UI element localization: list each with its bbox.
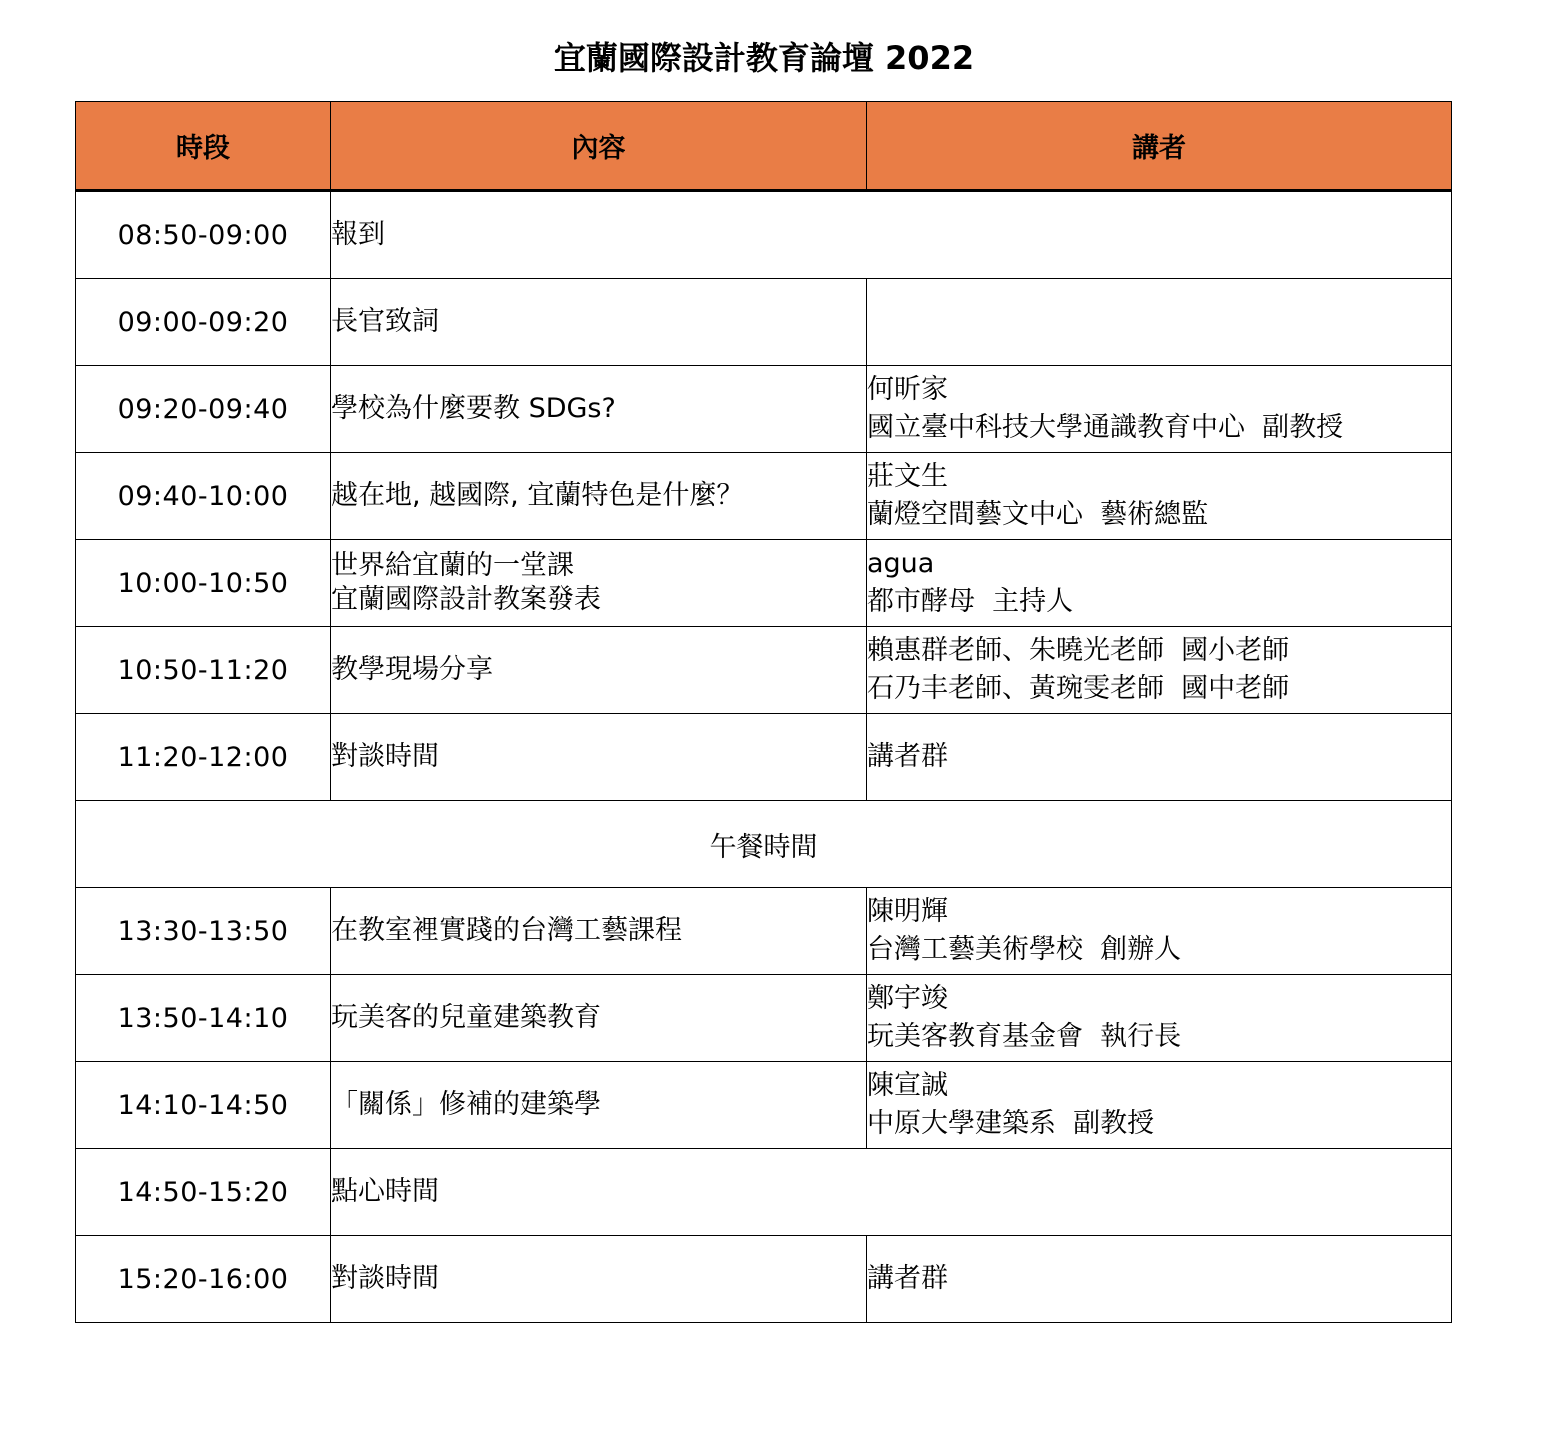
table-row (76, 1149, 1452, 1236)
agenda-body (76, 191, 1452, 1323)
time-cell: 09:40-10:00 (76, 453, 331, 540)
speaker-line: 鄭宇竣 (867, 983, 948, 1014)
speaker-line: 賴惠群老師、朱曉光老師 國小老師 (867, 635, 1290, 666)
table-row (76, 1062, 1452, 1149)
content-line: 世界給宜蘭的一堂課 (331, 550, 574, 581)
content-line: 玩美客的兒童建築教育 (331, 1002, 601, 1033)
table-row (76, 366, 1452, 453)
speaker-cell (867, 888, 1452, 975)
speaker-line: 陳宣誠 (867, 1070, 948, 1101)
content-cell (331, 888, 867, 975)
table-row (76, 888, 1452, 975)
time-cell: 09:00-09:20 (76, 279, 331, 366)
speaker-cell (867, 453, 1452, 540)
content-line: 在教室裡實踐的台灣工藝課程 (331, 915, 682, 946)
table-row (76, 1236, 1452, 1323)
table-row (76, 191, 1452, 279)
time-cell: 11:20-12:00 (76, 714, 331, 801)
header-content: 內容 (331, 102, 867, 191)
speaker-cell (867, 627, 1452, 714)
time-cell: 10:00-10:50 (76, 540, 331, 627)
time-cell: 14:50-15:20 (76, 1149, 331, 1236)
speaker-cell (867, 366, 1452, 453)
content-cell (331, 714, 867, 801)
document-title: 宜蘭國際設計教育論壇 2022 (553, 39, 975, 77)
speaker-line: 都市酵母 主持人 (867, 586, 1074, 617)
header-row (76, 102, 1452, 191)
content-cell (331, 191, 1452, 279)
speaker-line: 講者群 (867, 741, 948, 772)
speaker-cell (867, 1062, 1452, 1149)
content-line: 教學現場分享 (331, 654, 493, 685)
speaker-line: 莊文生 (867, 461, 948, 492)
table-row (76, 714, 1452, 801)
content-line: 對談時間 (331, 1263, 439, 1294)
content-cell (331, 453, 867, 540)
time-cell: 13:50-14:10 (76, 975, 331, 1062)
content-cell (331, 1062, 867, 1149)
time-cell: 14:10-14:50 (76, 1062, 331, 1149)
content-line: 「關係」修補的建築學 (331, 1089, 601, 1120)
content-line: 長官致詞 (331, 306, 439, 337)
content-line: 點心時間 (331, 1176, 439, 1207)
content-line: 對談時間 (331, 741, 439, 772)
table-row (76, 627, 1452, 714)
speaker-line: agua (867, 548, 935, 579)
speaker-line: 台灣工藝美術學校 創辦人 (867, 934, 1182, 965)
content-line: 報到 (331, 219, 385, 250)
table-row (76, 540, 1452, 627)
speaker-line: 國立臺中科技大學通識教育中心 副教授 (867, 412, 1344, 443)
speaker-cell (867, 279, 1452, 366)
content-cell (331, 366, 867, 453)
speaker-cell (867, 975, 1452, 1062)
content-cell (331, 975, 867, 1062)
content-line: 越在地, 越國際, 宜蘭特色是什麼？ (331, 480, 744, 511)
content-cell (331, 1149, 1452, 1236)
content-cell (331, 1236, 867, 1323)
table-row (76, 279, 1452, 366)
speaker-line: 陳明輝 (867, 896, 948, 927)
content-line: 學校為什麼要教 SDGs? (331, 393, 616, 424)
content-cell (331, 627, 867, 714)
content-line: 宜蘭國際設計教案發表 (331, 584, 601, 615)
speaker-cell (867, 1236, 1452, 1323)
speaker-cell (867, 714, 1452, 801)
time-cell: 09:20-09:40 (76, 366, 331, 453)
time-cell: 10:50-11:20 (76, 627, 331, 714)
header-time: 時段 (76, 102, 331, 191)
break-cell: 午餐時間 (76, 801, 1452, 888)
speaker-line: 石乃丰老師、黃琬雯老師 國中老師 (867, 673, 1290, 704)
table-row (76, 453, 1452, 540)
content-cell (331, 540, 867, 627)
speaker-cell (867, 540, 1452, 627)
agenda-table (75, 101, 1452, 1323)
speaker-line: 玩美客教育基金會 執行長 (867, 1021, 1182, 1052)
speaker-line: 講者群 (867, 1263, 948, 1294)
header-speaker: 講者 (867, 102, 1452, 191)
speaker-line: 蘭燈空間藝文中心 藝術總監 (867, 499, 1209, 530)
speaker-line: 何昕家 (867, 374, 948, 405)
time-cell: 08:50-09:00 (76, 191, 331, 279)
time-cell: 15:20-16:00 (76, 1236, 331, 1323)
table-row (76, 975, 1452, 1062)
speaker-line: 中原大學建築系 副教授 (867, 1108, 1155, 1139)
break-row (76, 801, 1452, 888)
time-cell: 13:30-13:50 (76, 888, 331, 975)
content-cell (331, 279, 867, 366)
